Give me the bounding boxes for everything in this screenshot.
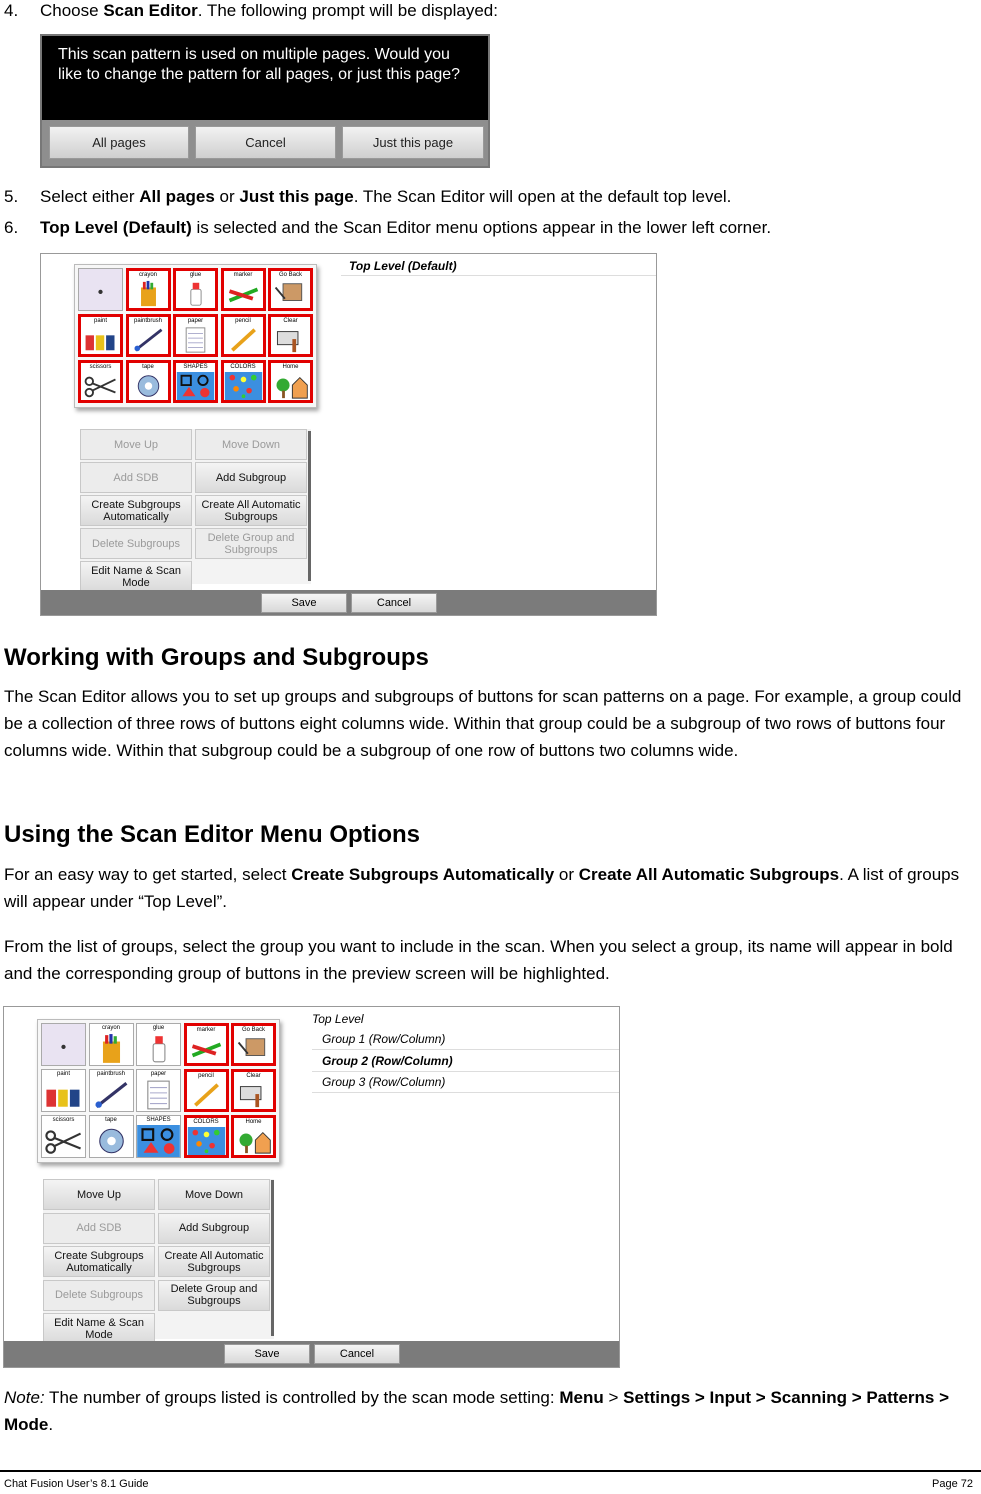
- grid-button-go back: [231, 1023, 276, 1066]
- delete-group-and-subgroups-button[interactable]: Delete Group and Subgroups: [195, 528, 307, 559]
- grid-button-home: [268, 360, 313, 403]
- cancel-button[interactable]: Cancel: [351, 593, 437, 613]
- grid-button-label: SHAPES: [183, 364, 208, 370]
- symbol-icon: [234, 1081, 273, 1109]
- grid-button-tape: [89, 1115, 134, 1158]
- grid-button-label: crayon: [101, 1025, 120, 1031]
- grid-button-label: pencil: [198, 1073, 214, 1079]
- symbol-icon: [234, 1035, 273, 1063]
- create-all-automatic-subgroups-button[interactable]: Create All Automatic Subgroups: [158, 1246, 270, 1277]
- scan-editor-screenshot-1: [40, 253, 657, 616]
- move-up-button[interactable]: Move Up: [43, 1179, 155, 1210]
- grid-button-paintbrush: [126, 314, 171, 357]
- grid-button-label: paintbrush: [96, 1071, 126, 1077]
- symbol-icon: [187, 1127, 226, 1155]
- grid-button-label: paper: [150, 1071, 167, 1077]
- grid-button-label: glue: [189, 272, 202, 278]
- grid-button-scissors: [78, 360, 123, 403]
- footer-rule: [0, 1470, 981, 1472]
- symbol-icon: [224, 372, 263, 400]
- grid-button-shapes: [136, 1115, 181, 1158]
- grid-button-marker: [184, 1023, 229, 1066]
- symbol-icon: [129, 280, 168, 308]
- symbol-icon: [271, 372, 310, 400]
- symbol-icon: [81, 372, 120, 400]
- step-6: 6. Top Level (Default) is selected and the Scan Editor menu options appear in the lower left corner.: [4, 218, 772, 237]
- cancel-button[interactable]: Cancel: [314, 1344, 400, 1364]
- tree-title-top-level[interactable]: Top Level: [312, 1012, 364, 1026]
- symbol-icon: [42, 1033, 85, 1065]
- edit-name-scan-mode-button[interactable]: Edit Name & Scan Mode: [80, 561, 192, 592]
- footer-guide-title: Chat Fusion User’s 8.1 Guide: [4, 1478, 149, 1490]
- section-groups-body: The Scan Editor allows you to set up groups and subgroups of buttons for scan patterns on a page. For example, a group could be a collection of three rows of buttons eight columns wide. Within that group could be a subgroup of two rows of buttons four columns wide. Within that subgroup could be a subgroup of one row of buttons two columns wide.: [4, 687, 962, 760]
- delete-subgroups-button[interactable]: Delete Subgroups: [80, 528, 192, 559]
- symbol-icon: [90, 1125, 133, 1157]
- move-up-button[interactable]: Move Up: [80, 429, 192, 460]
- note-label: Note:: [4, 1388, 45, 1407]
- grid-button-label: paint: [93, 318, 107, 324]
- save-button[interactable]: Save: [224, 1344, 310, 1364]
- tree-group-1[interactable]: Group 1 (Row/Column): [322, 1032, 446, 1046]
- symbol-icon: [176, 280, 215, 308]
- grid-button-blank: [41, 1023, 86, 1066]
- save-cancel-bar: [41, 590, 656, 615]
- scan-pattern-dialog: [40, 34, 490, 168]
- symbol-icon: [234, 1127, 273, 1155]
- symbol-icon: [137, 1079, 180, 1111]
- grid-button-paper: [136, 1069, 181, 1112]
- grid-button-label: SHAPES: [146, 1117, 171, 1123]
- grid-button-label: Home: [245, 1119, 262, 1125]
- tree-title-top-level-default[interactable]: Top Level (Default): [349, 259, 457, 273]
- grid-button-label: COLORS: [193, 1119, 219, 1125]
- symbol-icon: [129, 372, 168, 400]
- menu-options-paragraph-2: From the list of groups, select the group you want to include in the scan. When you select a group, its name will appear in bold and the corresponding group of buttons in the preview screen will be highlighted.: [4, 937, 953, 983]
- grid-button-label: COLORS: [230, 364, 256, 370]
- grid-button-crayon: [89, 1023, 134, 1066]
- scan-editor-term: Scan Editor: [103, 1, 198, 20]
- grid-button-pencil: [221, 314, 266, 357]
- grid-button-label: Go Back: [278, 272, 302, 278]
- grid-button-label: marker: [233, 272, 253, 278]
- menu-options-paragraph-1: For an easy way to get started, select Create Subgroups Automatically or Create All Automatic Subgroups. A list of groups will appear under “Top Level”.: [4, 865, 960, 911]
- cancel-button[interactable]: Cancel: [195, 126, 336, 159]
- grid-button-pencil: [184, 1069, 229, 1112]
- delete-subgroups-button[interactable]: Delete Subgroups: [43, 1280, 155, 1311]
- grid-button-home: [231, 1115, 276, 1158]
- save-button[interactable]: Save: [261, 593, 347, 613]
- edit-name-scan-mode-button[interactable]: Edit Name & Scan Mode: [43, 1313, 155, 1344]
- dialog-button-bar: [42, 120, 488, 166]
- footer-page-number: Page 72: [932, 1478, 973, 1490]
- symbol-icon: [271, 326, 310, 354]
- grid-button-shapes: [173, 360, 218, 403]
- grid-button-label: [42, 1024, 85, 1032]
- grid-button-paintbrush: [89, 1069, 134, 1112]
- add-sdb-button[interactable]: Add SDB: [43, 1213, 155, 1244]
- grid-button-paper: [173, 314, 218, 357]
- symbol-icon: [90, 1033, 133, 1065]
- symbol-icon: [224, 326, 263, 354]
- grid-button-crayon: [126, 268, 171, 311]
- dialog-message: This scan pattern is used on multiple pages. Would you like to change the pattern for all pages, or just this page?: [58, 46, 461, 83]
- grid-button-label: [79, 269, 122, 277]
- all-pages-button[interactable]: All pages: [49, 126, 189, 159]
- grid-button-glue: [136, 1023, 181, 1066]
- grid-button-label: paintbrush: [133, 318, 163, 324]
- symbol-icon: [187, 1035, 226, 1063]
- grid-button-go back: [268, 268, 313, 311]
- grid-button-label: paper: [187, 318, 204, 324]
- save-cancel-bar: [4, 1341, 619, 1367]
- grid-button-tape: [126, 360, 171, 403]
- grid-button-label: pencil: [235, 318, 251, 324]
- grid-button-label: Go Back: [241, 1027, 265, 1033]
- grid-button-colors: [221, 360, 266, 403]
- section-heading-groups: Working with Groups and Subgroups: [4, 644, 429, 671]
- create-all-automatic-subgroups-button[interactable]: Create All Automatic Subgroups: [195, 495, 307, 526]
- grid-button-paint: [78, 314, 123, 357]
- grid-button-label: crayon: [138, 272, 157, 278]
- step-4: 4. Choose Scan Editor. The following prompt will be displayed:: [4, 1, 498, 20]
- create-subgroups-automatically-button[interactable]: Create Subgroups Automatically: [80, 495, 192, 526]
- grid-button-label: Clear: [283, 318, 298, 324]
- grid-button-label: glue: [152, 1025, 165, 1031]
- symbol-icon: [81, 326, 120, 354]
- grid-button-label: scissors: [89, 364, 112, 370]
- symbol-icon: [224, 280, 263, 308]
- step-number: 4.: [4, 1, 19, 20]
- grid-button-glue: [173, 268, 218, 311]
- section-heading-menu-options: Using the Scan Editor Menu Options: [4, 821, 421, 848]
- tree-group-2-selected[interactable]: Group 2 (Row/Column): [322, 1054, 453, 1068]
- symbol-icon: [137, 1125, 180, 1157]
- menu-scrollbar[interactable]: [308, 431, 311, 581]
- button-grid-preview-highlighted: [37, 1019, 280, 1163]
- button-grid-preview: [74, 264, 317, 408]
- symbol-icon: [90, 1079, 133, 1111]
- scan-editor-screenshot-2: [3, 1006, 620, 1368]
- grid-button-label: paint: [56, 1071, 70, 1077]
- add-subgroup-button[interactable]: Add Subgroup: [195, 462, 307, 493]
- symbol-icon: [187, 1081, 226, 1109]
- add-sdb-button[interactable]: Add SDB: [80, 462, 192, 493]
- grid-button-clear: [231, 1069, 276, 1112]
- grid-button-blank: [78, 268, 123, 311]
- menu-scrollbar[interactable]: [271, 1180, 274, 1336]
- scan-editor-menu: [80, 429, 311, 589]
- symbol-icon: [176, 326, 215, 354]
- note-paragraph: Note: The number of groups listed is controlled by the scan mode setting: Menu > Settings > Input > Scanning > Patterns > Mode.: [4, 1388, 950, 1434]
- symbol-icon: [79, 278, 122, 310]
- symbol-icon: [271, 280, 310, 308]
- symbol-icon: [42, 1125, 85, 1157]
- grid-button-clear: [268, 314, 313, 357]
- grid-button-label: Home: [282, 364, 299, 370]
- create-subgroups-automatically-button[interactable]: Create Subgroups Automatically: [43, 1246, 155, 1277]
- scan-editor-menu: [43, 1179, 274, 1339]
- move-down-button[interactable]: Move Down: [195, 429, 307, 460]
- grid-button-scissors: [41, 1115, 86, 1158]
- step-5: 5. Select either All pages or Just this page. The Scan Editor will open at the default top level.: [4, 187, 732, 206]
- delete-group-and-subgroups-button[interactable]: Delete Group and Subgroups: [158, 1280, 270, 1311]
- symbol-icon: [176, 372, 215, 400]
- symbol-icon: [137, 1033, 180, 1065]
- grid-button-label: Clear: [246, 1073, 261, 1079]
- grid-button-marker: [221, 268, 266, 311]
- just-this-page-button[interactable]: Just this page: [342, 126, 484, 159]
- grid-button-label: scissors: [52, 1117, 75, 1123]
- symbol-icon: [129, 326, 168, 354]
- tree-group-3[interactable]: Group 3 (Row/Column): [322, 1075, 446, 1089]
- grid-button-colors: [184, 1115, 229, 1158]
- grid-button-label: marker: [196, 1027, 216, 1033]
- add-subgroup-button[interactable]: Add Subgroup: [158, 1213, 270, 1244]
- move-down-button[interactable]: Move Down: [158, 1179, 270, 1210]
- grid-button-paint: [41, 1069, 86, 1112]
- symbol-icon: [42, 1079, 85, 1111]
- grid-button-label: tape: [142, 364, 154, 370]
- grid-button-label: tape: [105, 1117, 117, 1123]
